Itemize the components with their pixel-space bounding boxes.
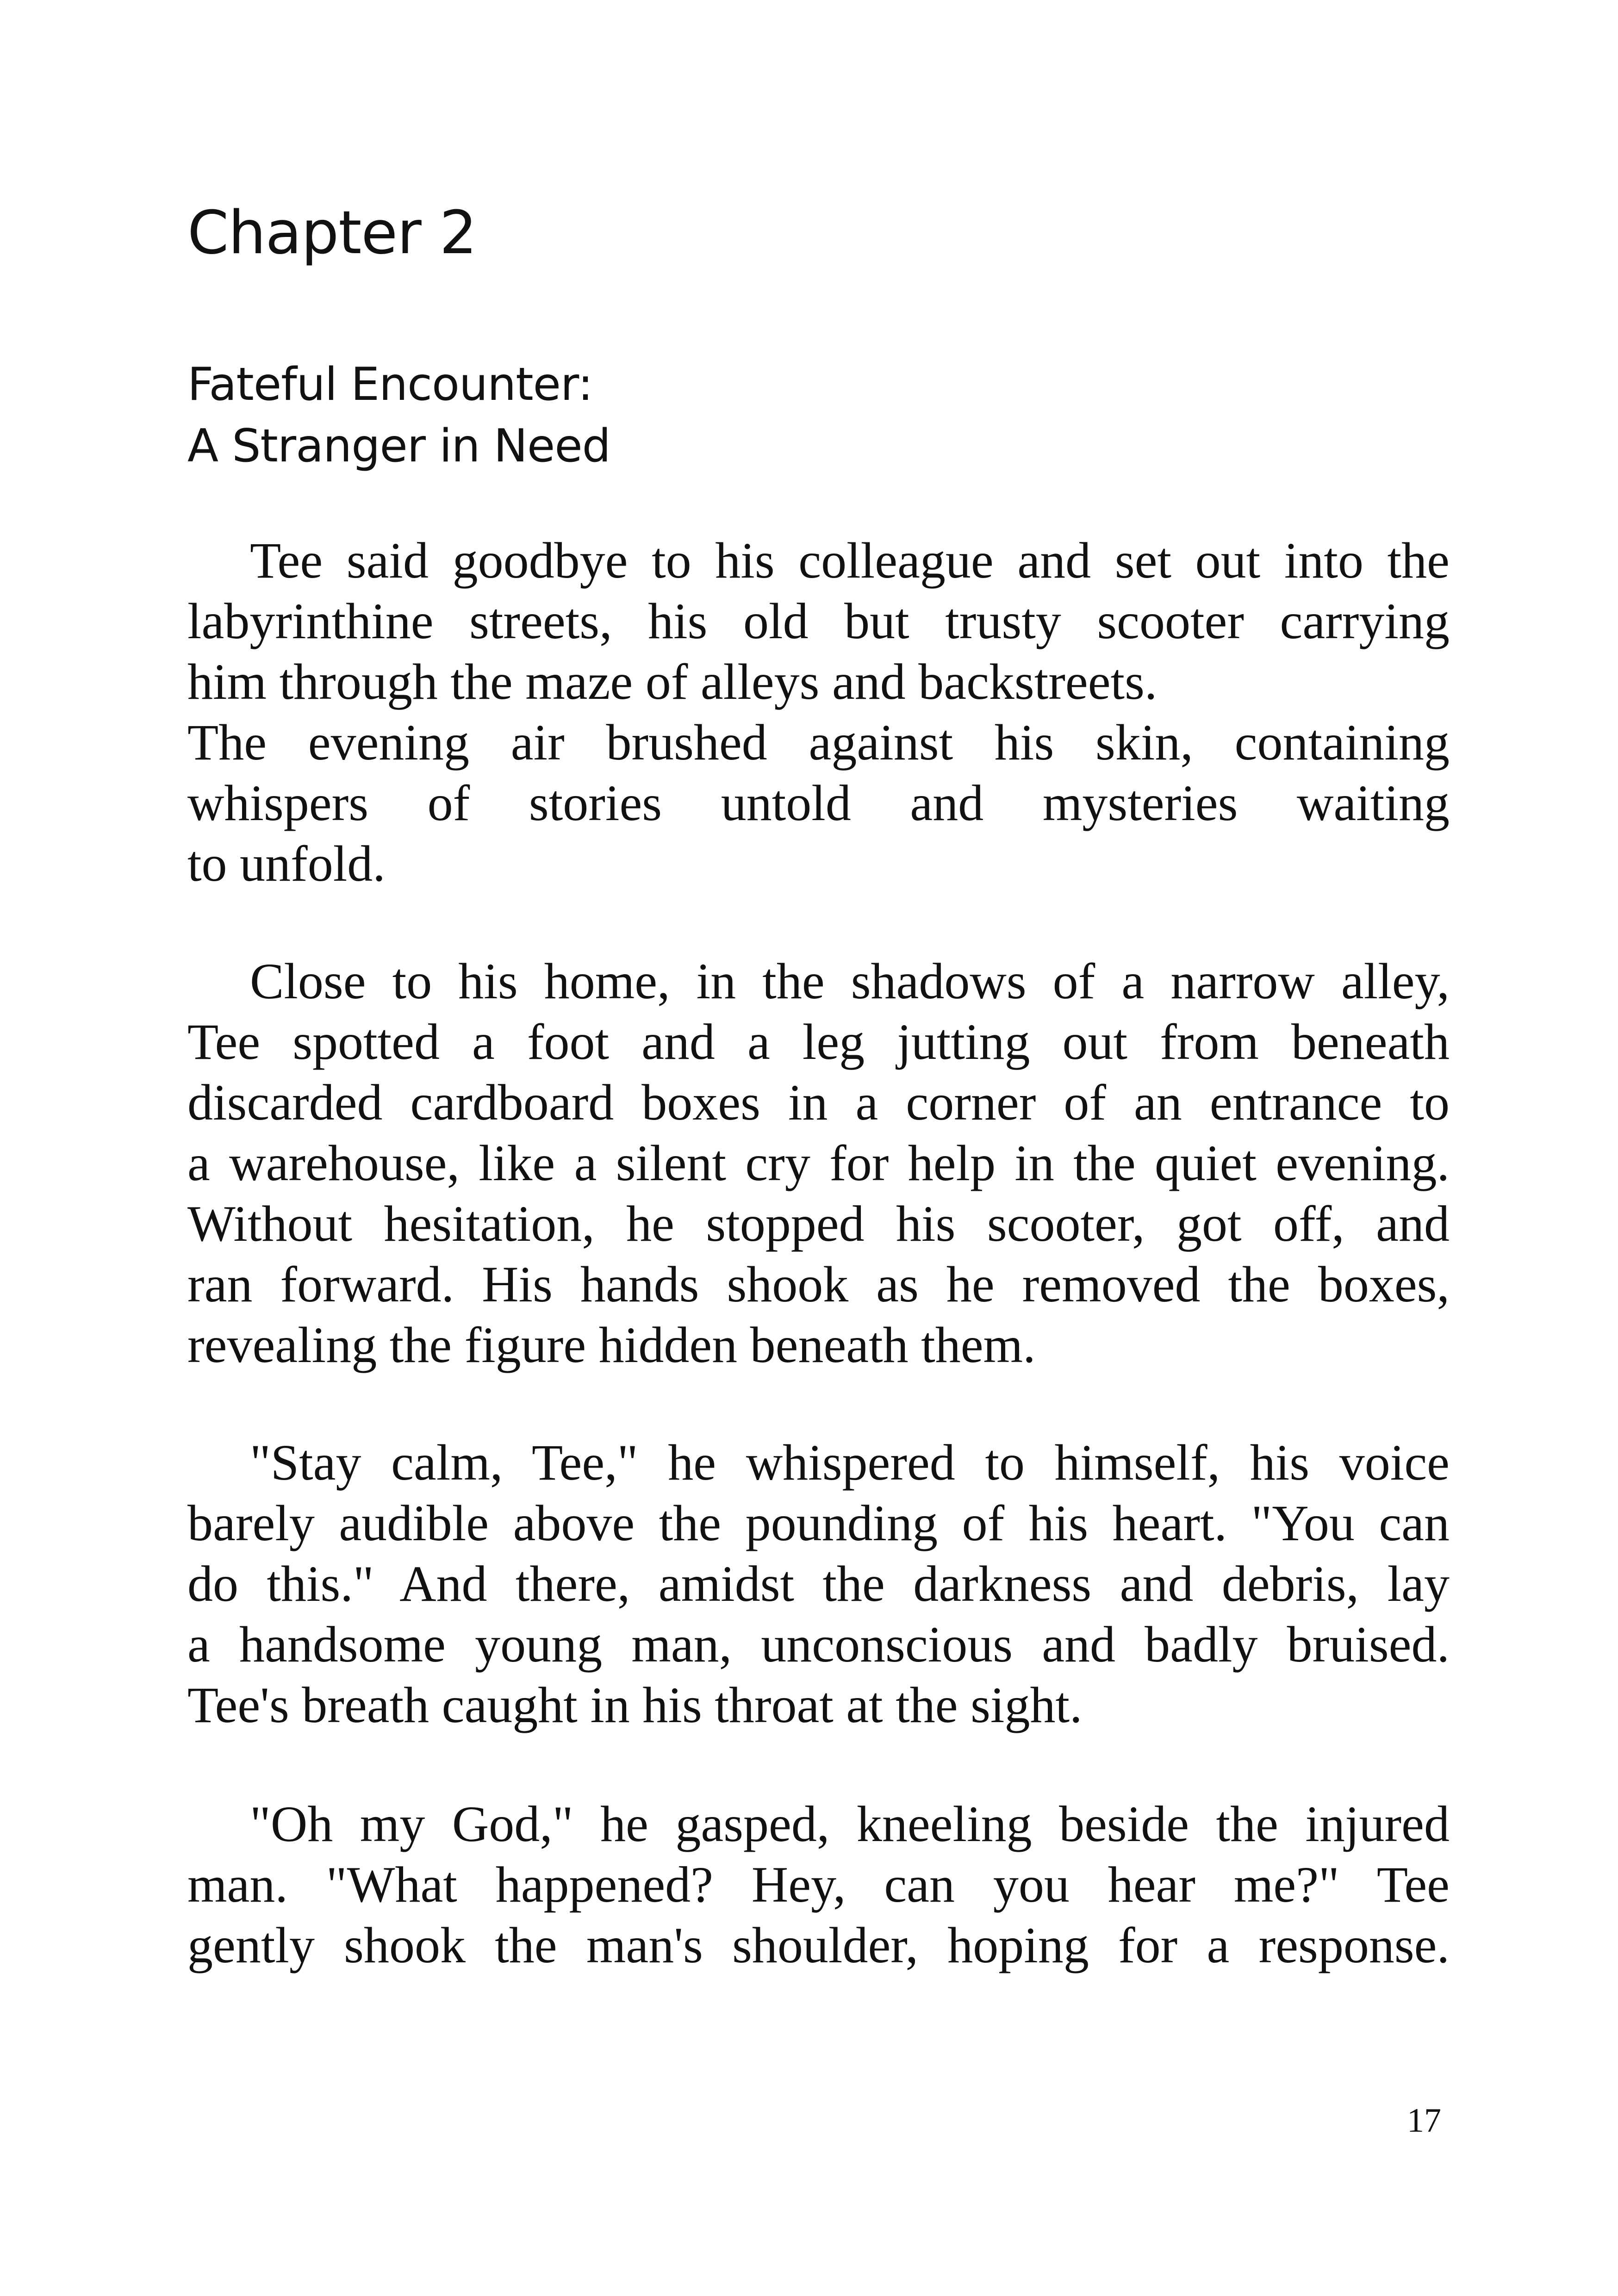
text-line: man. "What happened? Hey, can you hear me?" Tee (187, 1856, 1450, 1913)
text-line: "Stay calm, Tee," he whispered to himself, his voice (250, 1434, 1450, 1491)
text-line: discarded cardboard boxes in a corner of an entrance to (187, 1074, 1450, 1131)
subtitle-line: Fateful Encounter: (187, 358, 593, 411)
text-line: to unfold. (187, 835, 386, 892)
text-line: labyrinthine streets, his old but trusty scooter carrying (187, 593, 1450, 649)
text-line: Tee's breath caught in his throat at the sight. (187, 1677, 1083, 1733)
text-line: a warehouse, like a silent cry for help in the quiet evening. (187, 1135, 1450, 1191)
text-line: gently shook the man's shoulder, hoping for a response. (187, 1917, 1450, 1973)
text-line: Tee spotted a foot and a leg jutting out from beneath (187, 1014, 1450, 1070)
text-line: whispers of stories untold and mysteries waiting (187, 775, 1450, 831)
text-line: revealing the figure hidden beneath them. (187, 1317, 1036, 1373)
paragraph-2 (187, 951, 1450, 1375)
text-line: ran forward. His hands shook as he removed the boxes, (187, 1256, 1450, 1313)
text-line: Without hesitation, he stopped his scooter, got off, and (187, 1195, 1450, 1252)
text-line: Tee said goodbye to his colleague and set out into the (250, 532, 1450, 589)
text-line: Close to his home, in the shadows of a narrow alley, (250, 953, 1450, 1009)
subtitle-line: A Stranger in Need (187, 420, 610, 473)
chapter-title: Chapter 2 (187, 199, 477, 268)
text-line: "Oh my God," he gasped, kneeling beside the injured (250, 1796, 1450, 1852)
paragraph-3 (187, 1432, 1450, 1736)
chapter-subtitle (187, 354, 610, 477)
text-line: him through the maze of alleys and backstreets. (187, 653, 1157, 710)
paragraph-1 (187, 530, 1450, 894)
page-number: 17 (1407, 2102, 1441, 2140)
paragraph-4 (187, 1794, 1450, 1976)
text-line: The evening air brushed against his skin, containing (187, 714, 1450, 771)
text-line: a handsome young man, unconscious and badly bruised. (187, 1616, 1450, 1673)
text-line: barely audible above the pounding of his heart. "You can (187, 1495, 1450, 1551)
text-line: do this." And there, amidst the darkness and debris, lay (187, 1556, 1450, 1612)
